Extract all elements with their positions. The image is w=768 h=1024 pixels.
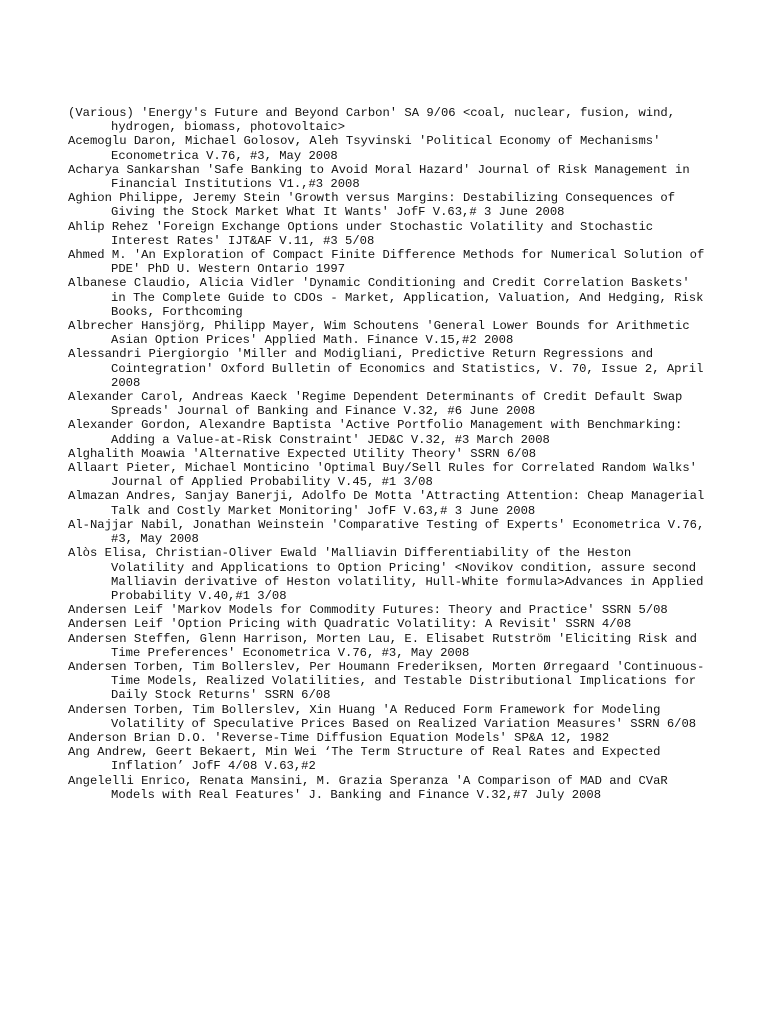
bibliography-entry: Alexander Gordon, Alexandre Baptista 'Active Portfolio Management with Benchmarking: Adding a Value-at-Risk Constraint' JED&C V.32, #3 March 2008: [68, 418, 683, 447]
bibliography-entry: Anderson Brian D.O. 'Reverse-Time Diffusion Equation Models' SP&A 12, 1982: [68, 730, 610, 745]
bibliography-entry: Ahlip Rehez 'Foreign Exchange Options under Stochastic Volatility and Stochastic Interest Rates' IJT&AF V.11, #3 5/08: [68, 219, 654, 248]
bibliography-page: [68, 106, 708, 802]
bibliography-entry: (Various) 'Energy's Future and Beyond Carbon' SA 9/06 <coal, nuclear, fusion, wind, hydrogen, biomass, photovoltaic>: [68, 106, 676, 135]
bibliography-entry: Alghalith Moawia 'Alternative Expected Utility Theory' SSRN 6/08: [68, 446, 537, 461]
bibliography-entry: Andersen Torben, Tim Bollerslev, Xin Huang 'A Reduced Form Framework for Modeling Volatility of Speculative Prices Based on Realized Variation Measures' SSRN 6/08: [68, 702, 697, 731]
bibliography-entry: Albanese Claudio, Alicia Vidler 'Dynamic Conditioning and Credit Correlation Baskets' in The Complete Guide to CDOs - Market, Application, Valuation, And Hedging, Risk Books, Forthcoming: [68, 276, 704, 319]
bibliography-entry: Andersen Steffen, Glenn Harrison, Morten Lau, E. Elisabet Rutström 'Eliciting Risk and Time Preferences' Econometrica V.76, #3, May 2008: [68, 631, 697, 660]
bibliography-entry: Al-Najjar Nabil, Jonathan Weinstein 'Comparative Testing of Experts' Econometrica V.76, #3, May 2008: [68, 517, 705, 547]
bibliography-entry: Andersen Leif 'Markov Models for Commodity Futures: Theory and Practice' SSRN 5/08: [68, 603, 668, 618]
bibliography-entry: Acharya Sankarshan 'Safe Banking to Avoid Moral Hazard' Journal of Risk Management in Financial Institutions V1.,#3 2008: [68, 162, 690, 192]
bibliography-entry: Andersen Torben, Tim Bollerslev, Per Houmann Frederiksen, Morten Ørregaard 'Continuous-Time Models, Realized Volatilities, and Testable Distributional Implications for Daily Stock Returns' SSRN 6/08: [68, 659, 705, 703]
bibliography-entry: Allaart Pieter, Michael Monticino 'Optimal Buy/Sell Rules for Correlated Random Walks' Journal of Applied Probability V.45, #1 3/08: [68, 461, 697, 490]
bibliography-entry: Ahmed M. 'An Exploration of Compact Finite Difference Methods for Numerical Solution of PDE' PhD U. Western Ontario 1997: [68, 248, 705, 277]
bibliography-entry: Angelelli Enrico, Renata Mansini, M. Grazia Speranza 'A Comparison of MAD and CVaR Models with Real Features' J. Banking and Finance V.32,#7 July 2008: [68, 773, 668, 802]
bibliography-entry: Alòs Elisa, Christian-Oliver Ewald 'Malliavin Differentiability of the Heston Volatility and Applications to Option Pricing' <Novikov condition, assure second Malliavin derivative of Heston volatility, Hull-White formula>Advances in Applied Probability V.40,#1 3/08: [68, 546, 704, 603]
bibliography-entry: Alexander Carol, Andreas Kaeck 'Regime Dependent Determinants of Credit Default Swap Spreads' Journal of Banking and Finance V.32, #6 June 2008: [68, 390, 683, 419]
bibliography-entry: Almazan Andres, Sanjay Banerji, Adolfo De Motta 'Attracting Attention: Cheap Managerial Talk and Costly Market Monitoring' JofF V.63,# 3 June 2008: [68, 489, 705, 518]
bibliography-entry: Aghion Philippe, Jeremy Stein 'Growth versus Margins: Destabilizing Consequences of Giving the Stock Market What It Wants' JofF V.63,# 3 June 2008: [68, 191, 676, 220]
bibliography-entry: Andersen Leif 'Option Pricing with Quadratic Volatility: A Revisit' SSRN 4/08: [68, 617, 632, 632]
bibliography-entry: Ang Andrew, Geert Bekaert, Min Wei ‘The Term Structure of Real Rates and Expected Inflation’ JofF 4/08 V.63,#2: [68, 745, 661, 774]
bibliography-entry: Albrecher Hansjörg, Philipp Mayer, Wim Schoutens 'General Lower Bounds for Arithmetic Asian Option Prices' Applied Math. Finance V.15,#2 2008: [68, 319, 690, 348]
bibliography-entry: Acemoglu Daron, Michael Golosov, Aleh Tsyvinski 'Political Economy of Mechanisms' Econometrica V.76, #3, May 2008: [68, 134, 661, 163]
bibliography-entry: Alessandri Piergiorgio 'Miller and Modigliani, Predictive Return Regressions and Cointegration' Oxford Bulletin of Economics and Statistics, V. 70, Issue 2, April 2008: [68, 347, 704, 390]
